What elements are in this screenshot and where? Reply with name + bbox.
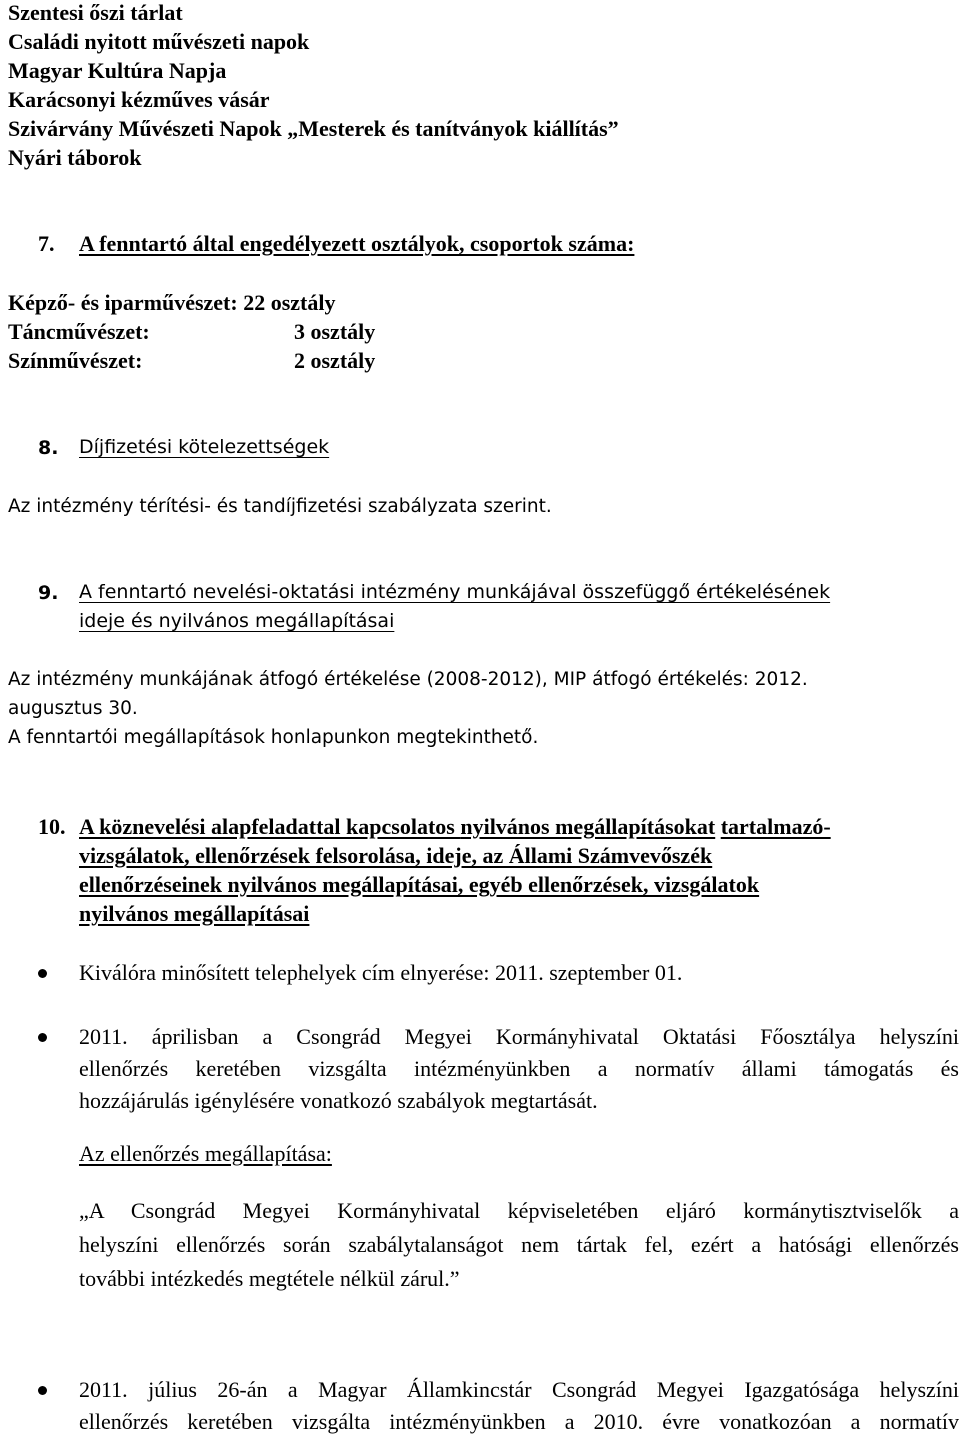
event-item: Családi nyitott művészeti napok [8, 29, 310, 54]
section-title-part: A köznevelési alapfeladattal kapcsolatos [79, 814, 461, 839]
quote-line: további intézkedés megtétele nélkül zárul.” [79, 1266, 460, 1291]
section-text: augusztus 30. [8, 698, 138, 719]
list-item-line: 2011. áprilisban a Csongrád Megyei Kormányhivatal Oktatási Főosztálya helyszíni [79, 1024, 959, 1049]
event-item: Magyar Kultúra Napja [8, 58, 227, 83]
class-count-row [8, 348, 376, 374]
class-value: 2 osztály [294, 348, 376, 373]
class-label: Színművészet: [8, 348, 143, 373]
event-item: Nyári táborok [8, 145, 142, 170]
quote-line: helyszíni ellenőrzés során szabálytalanságot nem tártak fel, ezért a hatósági ellenőrzés [79, 1232, 959, 1257]
event-item: Karácsonyi kézműves vásár [8, 87, 270, 112]
section-title: nyilvános megállapításai [79, 901, 310, 926]
section-number: 8. [38, 437, 59, 459]
class-count-row [8, 319, 376, 345]
section-title [79, 812, 959, 841]
bullet-icon [38, 969, 47, 978]
section-text: Az intézmény munkájának átfogó értékelése (2008-2012), MIP átfogó értékelés: 2012. [8, 669, 808, 690]
class-label: Táncművészet: [8, 319, 150, 344]
section-title-part: nyilvános megállapításokat [460, 814, 716, 839]
section-number: 10. [38, 814, 66, 839]
quote-line: „A Csongrád Megyei Kormányhivatal képviseletében eljáró kormánytisztviselők a [79, 1198, 959, 1223]
section-title: Díjfizetési kötelezettségek [79, 436, 330, 458]
list-item: Kiválóra minősített telephelyek cím elnyerése: 2011. szeptember 01. [79, 960, 683, 985]
bullet-icon [38, 1386, 47, 1395]
section-title: A fenntartó nevelési-oktatási intézmény munkájával összefüggő értékelésének [79, 581, 831, 603]
class-value: 22 osztály [243, 290, 336, 315]
finding-heading: Az ellenőrzés megállapítása: [79, 1141, 332, 1166]
event-item: Szentesi őszi tárlat [8, 0, 183, 25]
class-value: 3 osztály [294, 319, 376, 344]
class-label: Képző- és iparművészet: [8, 290, 238, 315]
section-title-part: tartalmazó- [720, 814, 831, 839]
event-item: Szivárvány Művészeti Napok „Mesterek és tanítványok kiállítás” [8, 116, 619, 141]
section-number: 9. [38, 582, 59, 604]
bullet-icon [38, 1033, 47, 1042]
section-title: A fenntartó által engedélyezett osztályok, csoportok száma: [79, 231, 635, 256]
section-number: 7. [38, 231, 55, 256]
list-item-line: ellenőrzés keretében vizsgálta intézményünkben a 2010. évre vonatkozóan a normatív [79, 1409, 959, 1434]
section-text: A fenntartói megállapítások honlapunkon megtekinthető. [8, 727, 539, 748]
section-text: Az intézmény térítési- és tandíjfizetési szabályzata szerint. [8, 496, 552, 517]
section-title: vizsgálatok, ellenőrzések felsorolása, ideje, az Állami Számvevőszék [79, 843, 713, 868]
list-item-line: ellenőrzés keretében vizsgálta intézményünkben a normatív állami támogatás és [79, 1056, 959, 1081]
section-title: ideje és nyilvános megállapításai [79, 610, 395, 632]
list-item-line: 2011. július 26-án a Magyar Államkincstár Csongrád Megyei Igazgatósága helyszíni [79, 1377, 959, 1402]
section-title: ellenőrzéseinek nyilvános megállapításai, egyéb ellenőrzések, vizsgálatok [79, 872, 760, 897]
class-count-row [8, 290, 335, 316]
list-item-line: hozzájárulás igénylésére vonatkozó szabályok megtartását. [79, 1088, 598, 1113]
